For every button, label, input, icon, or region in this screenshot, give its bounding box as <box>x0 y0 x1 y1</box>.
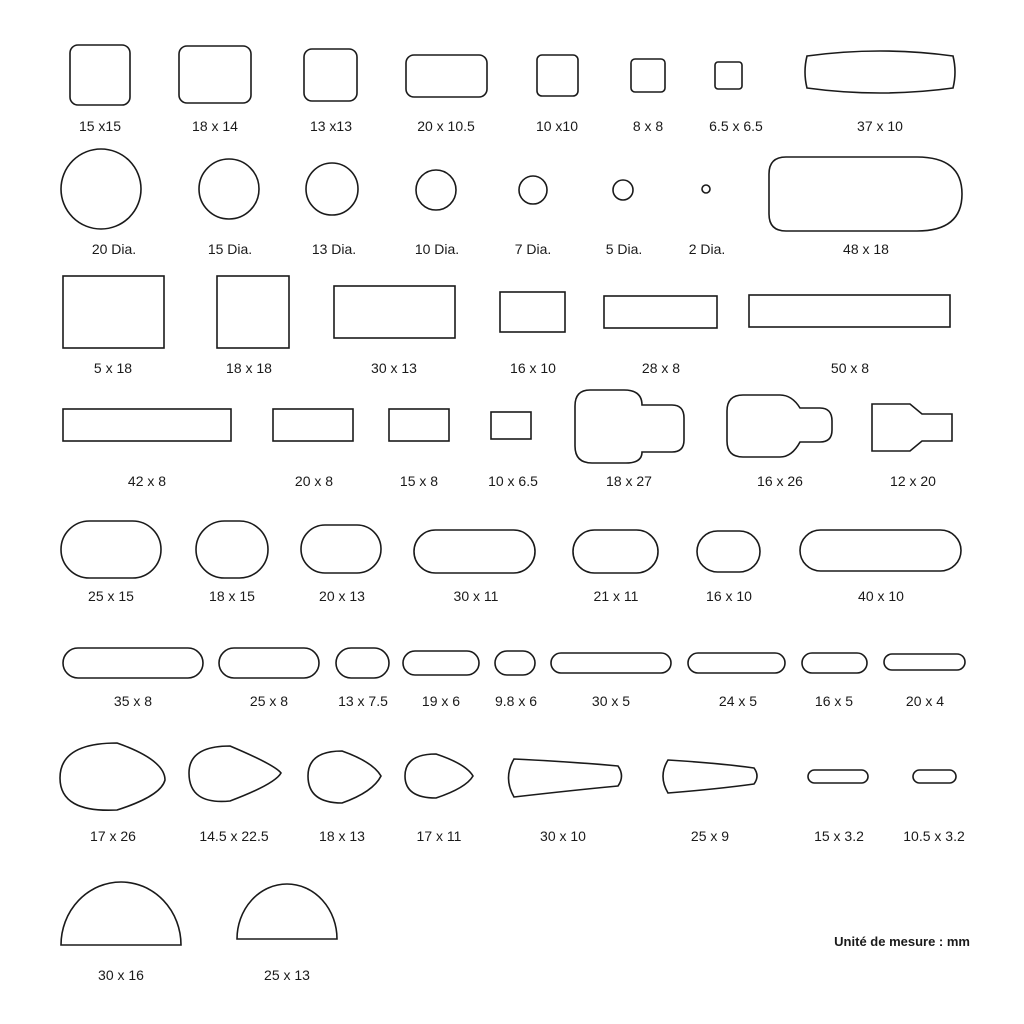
shape-size-label: 6.5 x 6.5 <box>709 118 763 134</box>
shape-size-label: 12 x 20 <box>890 473 936 489</box>
shape-size-label: 7 Dia. <box>514 241 552 257</box>
tab-sharp-shape <box>872 404 952 451</box>
rectangle-shape <box>334 286 455 338</box>
stadium-shape <box>913 770 956 783</box>
shape-size-label: 15 x15 <box>78 118 122 134</box>
half-circle-shape <box>237 884 337 939</box>
shape-size-label: 18 x 13 <box>319 828 365 844</box>
shape-size-label: 19 x 6 <box>421 693 461 709</box>
rounded-square-shape <box>70 45 130 105</box>
shape-size-label: 20 x 8 <box>294 473 334 489</box>
shape-size-label: 18 x 27 <box>606 473 652 489</box>
circle-shape <box>61 149 141 229</box>
teardrop-shape <box>60 743 165 810</box>
barrel-shape <box>805 51 955 93</box>
stadium-shape <box>196 521 268 578</box>
shape-size-label: 15 x 8 <box>399 473 439 489</box>
rectangle-shape <box>217 276 289 348</box>
shape-size-label: 13 x 7.5 <box>338 693 388 709</box>
rectangle-shape <box>389 409 449 441</box>
rectangle-shape <box>491 412 531 439</box>
shape-size-label: 16 x 10 <box>510 360 556 376</box>
shape-size-label: 24 x 5 <box>718 693 758 709</box>
shape-size-label: 5 Dia. <box>605 241 643 257</box>
stadium-shape <box>800 530 961 571</box>
shapes-layer <box>60 45 965 945</box>
circle-shape <box>199 159 259 219</box>
shape-size-label: 17 x 11 <box>416 828 462 844</box>
stadium-shape <box>551 653 671 673</box>
shape-size-label: 30 x 5 <box>591 693 631 709</box>
rectangle-shape <box>749 295 950 327</box>
rectangle-shape <box>604 296 717 328</box>
shape-size-label: 5 x 18 <box>93 360 133 376</box>
shape-size-label: 37 x 10 <box>857 118 903 134</box>
shape-size-label: 25 x 15 <box>88 588 134 604</box>
circle-shape <box>613 180 633 200</box>
shape-size-label: 25 x 13 <box>264 967 310 983</box>
stadium-shape <box>884 654 965 670</box>
rounded-square-shape <box>715 62 742 89</box>
shape-size-label: 10 Dia. <box>414 241 460 257</box>
shape-size-label: 48 x 18 <box>843 241 889 257</box>
rectangle-shape <box>63 409 231 441</box>
unit-note: Unité de mesure : mm <box>834 934 970 949</box>
teardrop-shape <box>663 760 757 793</box>
stadium-shape <box>697 531 760 572</box>
shape-size-label: 20 Dia. <box>91 241 137 257</box>
shape-size-label: 20 x 4 <box>905 693 945 709</box>
shape-size-label: 15 Dia. <box>207 241 253 257</box>
shape-size-label: 16 x 10 <box>706 588 752 604</box>
shape-size-label: 25 x 9 <box>690 828 730 844</box>
tab-soft-shape <box>727 395 832 457</box>
shape-size-label: 18 x 14 <box>192 118 238 134</box>
shape-size-label: 25 x 8 <box>249 693 289 709</box>
rounded-square-shape <box>631 59 665 92</box>
shape-size-label: 30 x 11 <box>453 588 499 604</box>
shape-size-label: 30 x 16 <box>98 967 144 983</box>
rounded-rectangle-shape <box>406 55 487 97</box>
half-circle-shape <box>61 882 181 945</box>
teardrop-shape <box>189 746 281 801</box>
stadium-shape <box>63 648 203 678</box>
stadium-shape <box>403 651 479 675</box>
shape-size-label: 16 x 26 <box>757 473 803 489</box>
shape-size-label: 10 x10 <box>535 118 579 134</box>
shape-size-label: 21 x 11 <box>593 588 639 604</box>
shape-size-label: 15 x 3.2 <box>814 828 864 844</box>
bullet-shape <box>769 157 962 231</box>
shape-size-label: 30 x 13 <box>371 360 417 376</box>
shape-size-label: 2 Dia. <box>688 241 726 257</box>
circle-shape <box>702 185 710 193</box>
shape-size-label: 40 x 10 <box>858 588 904 604</box>
stadium-shape <box>495 651 535 675</box>
rectangle-shape <box>500 292 565 332</box>
rectangle-shape <box>273 409 353 441</box>
circle-shape <box>306 163 358 215</box>
shape-size-label: 14.5 x 22.5 <box>199 828 269 844</box>
rounded-rectangle-shape <box>179 46 251 103</box>
stadium-shape <box>573 530 658 573</box>
stadium-shape <box>808 770 868 783</box>
shape-size-label: 30 x 10 <box>540 828 586 844</box>
shape-size-label: 9.8 x 6 <box>494 693 538 709</box>
teardrop-shape <box>405 754 473 798</box>
stadium-shape <box>219 648 319 678</box>
teardrop-shape <box>308 751 381 803</box>
shape-size-label: 18 x 18 <box>226 360 272 376</box>
shape-size-label: 13 x13 <box>309 118 353 134</box>
circle-shape <box>519 176 547 204</box>
shape-size-label: 18 x 15 <box>209 588 255 604</box>
teardrop-shape <box>509 759 622 797</box>
shape-size-label: 13 Dia. <box>311 241 357 257</box>
stadium-shape <box>688 653 785 673</box>
rounded-square-shape <box>304 49 357 101</box>
shape-size-label: 35 x 8 <box>113 693 153 709</box>
circle-shape <box>416 170 456 210</box>
stadium-shape <box>61 521 161 578</box>
rectangle-shape <box>63 276 164 348</box>
shape-size-label: 20 x 10.5 <box>417 118 475 134</box>
shape-size-label: 10 x 6.5 <box>488 473 538 489</box>
shape-size-label: 20 x 13 <box>319 588 365 604</box>
rounded-square-shape <box>537 55 578 96</box>
stadium-shape <box>336 648 389 678</box>
stadium-shape <box>414 530 535 573</box>
shape-size-label: 10.5 x 3.2 <box>903 828 965 844</box>
shape-size-label: 16 x 5 <box>814 693 854 709</box>
shape-size-label: 50 x 8 <box>830 360 870 376</box>
shape-size-label: 28 x 8 <box>641 360 681 376</box>
shape-size-label: 42 x 8 <box>127 473 167 489</box>
shape-size-label: 17 x 26 <box>90 828 136 844</box>
tab-rounded-shape <box>575 390 684 463</box>
stadium-shape <box>802 653 867 673</box>
stadium-shape <box>301 525 381 573</box>
shape-size-label: 8 x 8 <box>632 118 664 134</box>
